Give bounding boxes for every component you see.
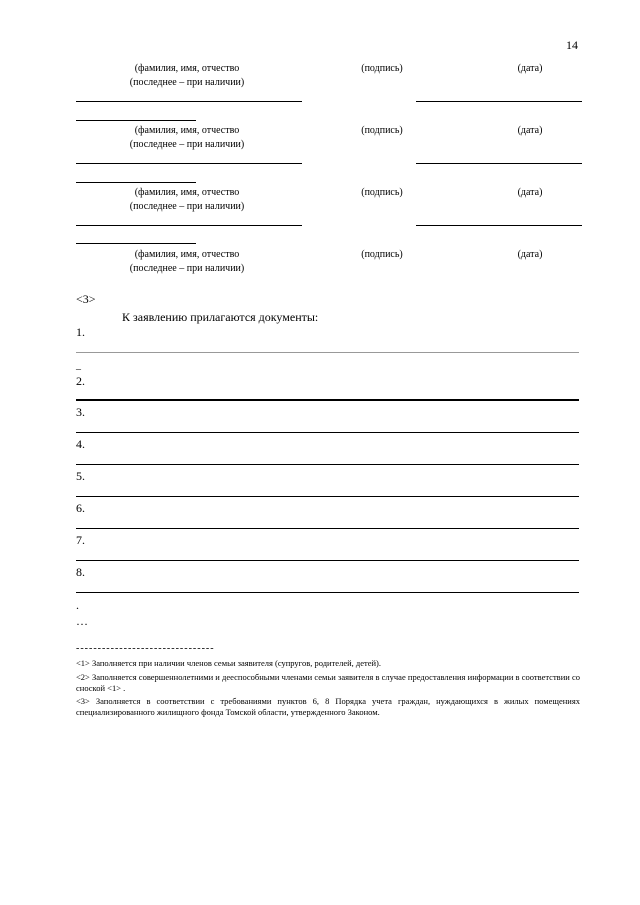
date-line[interactable] (416, 225, 582, 226)
document-item-line[interactable] (76, 432, 579, 433)
fio-line[interactable] (76, 225, 302, 226)
date-caption: (дата) (517, 125, 543, 136)
document-item-number: 1. (76, 325, 85, 339)
fio-line-short[interactable] (76, 182, 196, 183)
underscore-mark: _ (76, 360, 81, 371)
signature-caption: (подпись) (361, 63, 403, 74)
document-item-number: 5. (76, 469, 85, 483)
footnote-2: <2> Заполняется совершеннолетними и дееспособными членами семьи заявителя в случае предоставления информации в соответствии со сноской <1> . (76, 672, 580, 693)
fio-caption (92, 248, 282, 276)
fio-caption-line2: (последнее – при наличии) (129, 139, 245, 150)
document-item-number: 8. (76, 565, 85, 579)
footnote-3: <3> Заполняется в соответствии с требованиями пунктов 6, 8 Порядка учета граждан, нуждающихся в жилых помещениях специализированного жилищного фонда Томской области, утвержденного Законом. (76, 696, 580, 717)
fio-caption (92, 62, 282, 90)
date-line[interactable] (416, 101, 582, 102)
date-caption: (дата) (517, 187, 543, 198)
fio-caption-line2: (последнее – при наличии) (129, 77, 245, 88)
document-item-line[interactable] (76, 496, 579, 497)
fio-caption-line2: (последнее – при наличии) (129, 201, 245, 212)
trailing-dot: . (76, 598, 79, 612)
footnote-separator: -------------------------------- (76, 643, 215, 654)
footnote-1: <1> Заполняется при наличии членов семьи заявителя (супругов, родителей, детей). (76, 658, 381, 668)
fio-caption (92, 124, 282, 152)
fio-caption-line2: (последнее – при наличии) (129, 263, 245, 274)
fio-line-short[interactable] (76, 243, 196, 244)
document-item-number: 2. (76, 374, 85, 388)
footnote-marker: <3> (76, 292, 96, 306)
fio-caption-line1: (фамилия, имя, отчество (134, 125, 240, 136)
fio-line-short[interactable] (76, 120, 196, 121)
fio-caption-line1: (фамилия, имя, отчество (134, 249, 240, 260)
fio-line[interactable] (76, 163, 302, 164)
documents-heading: К заявлению прилагаются документы: (122, 310, 319, 324)
ellipsis: … (76, 614, 88, 628)
document-item-line[interactable] (76, 352, 579, 353)
document-item-line[interactable] (76, 592, 579, 593)
signature-caption: (подпись) (361, 187, 403, 198)
signature-caption: (подпись) (361, 125, 403, 136)
document-item-line[interactable] (76, 528, 579, 529)
document-item-line[interactable] (76, 399, 579, 401)
document-item-line[interactable] (76, 560, 579, 561)
date-caption: (дата) (517, 249, 543, 260)
fio-caption-line1: (фамилия, имя, отчество (134, 63, 240, 74)
document-item-number: 3. (76, 405, 85, 419)
fio-caption (92, 186, 282, 214)
document-item-number: 7. (76, 533, 85, 547)
document-item-number: 4. (76, 437, 85, 451)
date-line[interactable] (416, 163, 582, 164)
date-caption: (дата) (517, 63, 543, 74)
page-number: 14 (566, 38, 578, 52)
signature-caption: (подпись) (361, 249, 403, 260)
document-item-line[interactable] (76, 464, 579, 465)
fio-caption-line1: (фамилия, имя, отчество (134, 187, 240, 198)
fio-line[interactable] (76, 101, 302, 102)
document-item-number: 6. (76, 501, 85, 515)
